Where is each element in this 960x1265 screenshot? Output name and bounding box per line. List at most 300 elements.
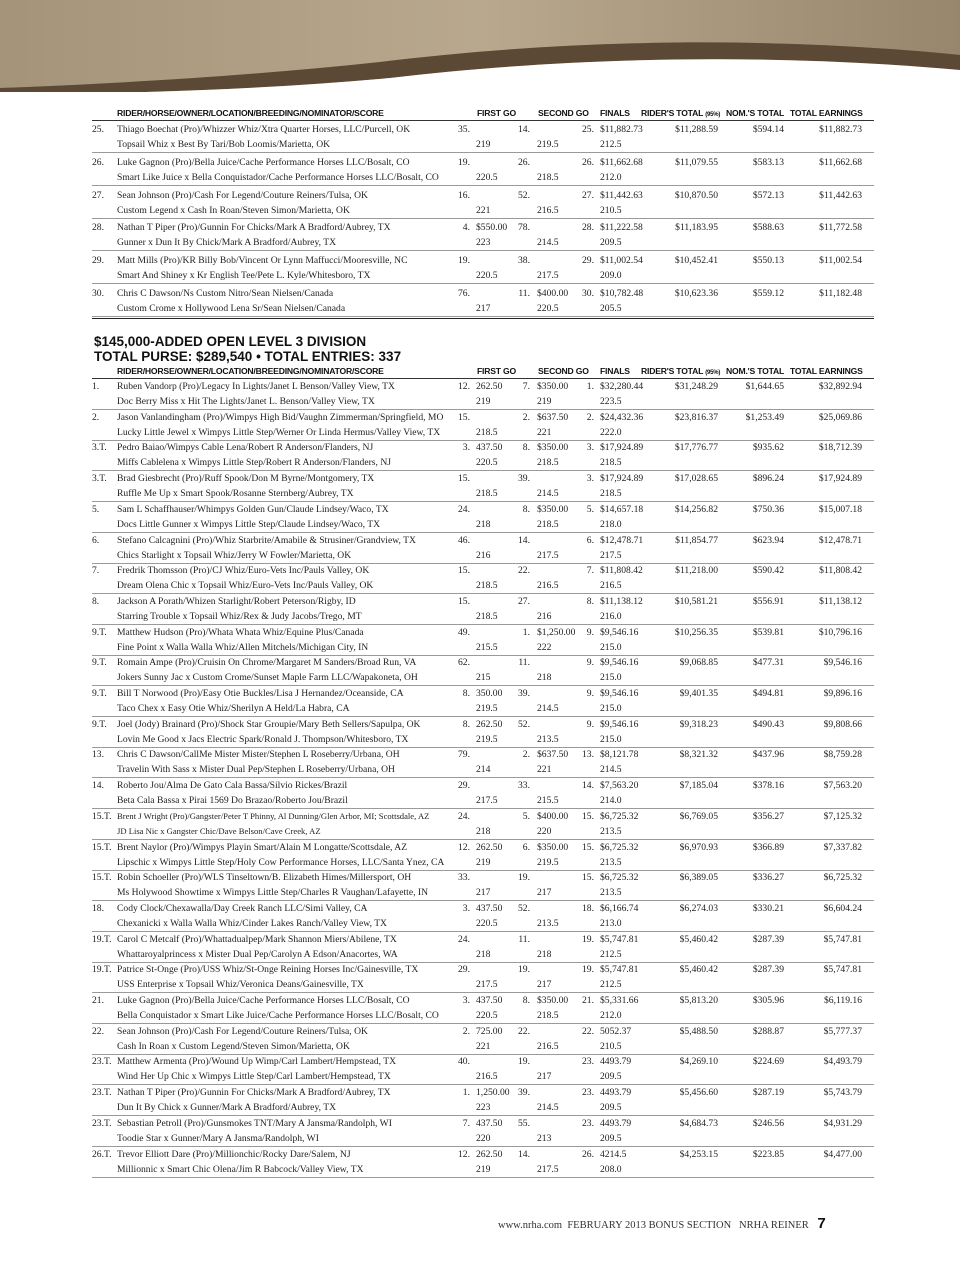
total: $11,442.63 bbox=[819, 189, 862, 201]
section-1-end-rule bbox=[92, 318, 874, 319]
fn-money: $14,657.18 bbox=[600, 503, 644, 515]
rider: $6,389.05 bbox=[679, 872, 718, 884]
rider: $6,274.03 bbox=[679, 902, 718, 914]
sg-place: 39. bbox=[518, 473, 530, 485]
sg-place: 11. bbox=[518, 288, 530, 299]
rider: $5,488.50 bbox=[679, 1025, 718, 1037]
nom: $336.27 bbox=[752, 872, 784, 884]
fg-score: 223 bbox=[476, 237, 491, 249]
col-total-earnings-header: TOTAL EARNINGS bbox=[790, 366, 863, 376]
fg-score: 215.5 bbox=[476, 641, 498, 653]
rider-horse-owner: Trevor Elliott Dare (Pro)/Millionchic/Rocky Dare/Salem, NJ bbox=[117, 1148, 351, 1160]
fg-score: 220.5 bbox=[476, 1010, 498, 1021]
rider-horse-owner: Nathan T Piper (Pro)/Gunnin For Chicks/Mark A Bradford/Aubrey, TX bbox=[117, 1087, 391, 1099]
place: 23.T. bbox=[92, 1087, 112, 1099]
col-riders-total-header bbox=[641, 108, 720, 118]
nom: $1,644.65 bbox=[745, 381, 784, 392]
sg-place: 33. bbox=[518, 780, 530, 792]
rider-horse-owner: Bill T Norwood (Pro)/Easy Otie Buckles/Lisa J Hernandez/Oceanside, CA bbox=[117, 688, 404, 699]
total: $15,007.18 bbox=[818, 503, 862, 515]
col-first-go-header: FIRST GO bbox=[477, 366, 516, 376]
fn-score: 217.5 bbox=[600, 549, 622, 561]
fg-place: 29. bbox=[458, 964, 470, 976]
footer-magazine: NRHA REINER bbox=[739, 1220, 809, 1231]
sg-money: $400.00 bbox=[537, 810, 569, 822]
fn-score: 213.5 bbox=[600, 825, 622, 837]
nom: $590.42 bbox=[752, 565, 784, 577]
rider: $10,452.41 bbox=[674, 255, 718, 267]
col-nom-total-header: NOM.'S TOTAL bbox=[726, 108, 785, 118]
breeding-nominator: Custom Legend x Cash In Roan/Steven Simon/Marietta, OK bbox=[117, 204, 350, 216]
fn-score: 214.0 bbox=[600, 795, 622, 807]
fg-score: 219.5 bbox=[476, 733, 498, 745]
fn-money: 4214.5 bbox=[600, 1148, 627, 1160]
result-row bbox=[92, 220, 874, 251]
purse-entries-title: TOTAL PURSE: $289,540 • TOTAL ENTRIES: 337 bbox=[94, 349, 402, 364]
result-row bbox=[92, 1024, 874, 1055]
result-row bbox=[92, 379, 874, 410]
col-finals-header: FINALS bbox=[600, 366, 630, 376]
fg-score: 218.5 bbox=[476, 580, 498, 592]
fn-score: 209.5 bbox=[600, 237, 622, 249]
fn-score: 210.5 bbox=[600, 204, 622, 216]
result-row bbox=[92, 533, 874, 564]
footer-issue: FEBRUARY 2013 BONUS SECTION bbox=[567, 1220, 732, 1231]
sg-place: 8. bbox=[522, 503, 530, 515]
fn-score: 218.5 bbox=[600, 488, 622, 500]
breeding-nominator: Bella Conquistador x Smart Like Juice/Cache Performance Horses LLC/Bosalt, CO bbox=[117, 1010, 439, 1021]
place: 3.T. bbox=[92, 442, 107, 454]
rider: $4,253.15 bbox=[679, 1148, 718, 1160]
fn-score: 210.5 bbox=[600, 1040, 622, 1052]
fn-place: 25. bbox=[582, 124, 594, 135]
fg-score: 218.5 bbox=[476, 610, 498, 622]
sg-place: 55. bbox=[518, 1117, 530, 1129]
rider: $17,028.65 bbox=[674, 473, 718, 485]
total: $11,808.42 bbox=[819, 565, 862, 577]
rider-horse-owner: Roberto Jou/Alma De Gato Cala Bassa/Silvio Rickes/Brazil bbox=[117, 780, 348, 792]
division-title: $145,000-ADDED OPEN LEVEL 3 DIVISION bbox=[94, 334, 367, 349]
place: 27. bbox=[92, 189, 104, 201]
result-row bbox=[92, 122, 874, 153]
breeding-nominator: Ruffle Me Up x Smart Spook/Rosanne Sternberg/Aubrey, TX bbox=[117, 488, 354, 500]
place: 9.T. bbox=[92, 657, 107, 669]
breeding-nominator: Dun It By Chick x Gunner/Mark A Bradford/Aubrey, TX bbox=[117, 1102, 337, 1114]
fg-place: 35. bbox=[458, 124, 470, 135]
breeding-nominator: Docs Little Gunner x Wimpys Little Step/Claude Lindsey/Waco, TX bbox=[117, 518, 381, 530]
col-finals-header: FINALS bbox=[600, 108, 630, 118]
breeding-nominator: Topsail Whiz x Best By Tari/Bob Loomis/Marietta, OK bbox=[117, 139, 331, 150]
col-first-go-header: FIRST GO bbox=[477, 108, 516, 118]
total: $11,662.68 bbox=[819, 156, 862, 168]
result-row bbox=[92, 594, 874, 625]
sg-place: 19. bbox=[518, 872, 530, 884]
nom: $223.85 bbox=[752, 1148, 784, 1160]
rider-horse-owner: Brad Giesbrecht (Pro)/Ruff Spook/Don M Byrne/Montgomery, TX bbox=[117, 473, 375, 485]
place: 29. bbox=[92, 255, 104, 267]
nom: $556.91 bbox=[752, 595, 784, 607]
sg-place: 52. bbox=[518, 718, 530, 730]
fg-money: 1,250.00 bbox=[476, 1087, 510, 1099]
rider-horse-owner: Patrice St-Onge (Pro)/USS Whiz/St-Onge Reining Horses Inc/Gainesville, TX bbox=[117, 964, 419, 976]
rider-horse-owner: Sean Johnson (Pro)/Cash For Legend/Couture Reiners/Tulsa, OK bbox=[117, 189, 368, 201]
fg-score: 217 bbox=[476, 887, 491, 899]
result-row bbox=[92, 932, 874, 963]
fn-score: 214.5 bbox=[600, 764, 622, 776]
row-separator bbox=[92, 283, 874, 284]
fn-money: $6,725.32 bbox=[600, 810, 639, 822]
fn-score: 222.0 bbox=[600, 426, 622, 438]
fn-money: $11,808.42 bbox=[600, 565, 643, 577]
fn-place: 9. bbox=[586, 718, 594, 730]
fg-place: 62. bbox=[458, 657, 470, 669]
rider-horse-owner: Robin Schoeller (Pro)/WLS Tinseltown/B. Elizabeth Himes/Millersport, OH bbox=[117, 872, 412, 884]
fn-money: $12,478.71 bbox=[600, 534, 644, 546]
fg-place: 1. bbox=[462, 1087, 470, 1099]
sg-score: 220 bbox=[537, 825, 552, 837]
fn-place: 18. bbox=[582, 902, 594, 914]
fn-place: 15. bbox=[582, 841, 594, 853]
rider-horse-owner: Chris C Dawson/Ns Custom Nitro/Sean Nielsen/Canada bbox=[117, 288, 334, 299]
rider-horse-owner: Stefano Calcagnini (Pro)/Whiz Starbrite/Amabile & Strusiner/Grandview, TX bbox=[117, 534, 416, 546]
fn-place: 22. bbox=[582, 1025, 594, 1037]
fn-place: 29. bbox=[582, 255, 594, 267]
breeding-nominator: Doc Berry Miss x Hit The Lights/Janet L. Benson/Valley View, TX bbox=[117, 396, 375, 407]
fg-score: 220.5 bbox=[476, 457, 498, 469]
fn-money: $24,432.36 bbox=[600, 411, 644, 423]
sg-score: 218 bbox=[537, 948, 552, 960]
rider: $4,684.73 bbox=[679, 1117, 718, 1129]
nom: $490.43 bbox=[752, 718, 784, 730]
place: 13. bbox=[92, 749, 104, 761]
fg-money: 262.50 bbox=[476, 381, 503, 392]
fg-score: 217.5 bbox=[476, 795, 498, 807]
rider-horse-owner: Matthew Armenta (Pro)/Wound Up Wimp/Carl Lambert/Hempstead, TX bbox=[117, 1056, 397, 1068]
result-row bbox=[92, 471, 874, 502]
rider-horse-owner: Carol C Metcalf (Pro)/Whattadualpep/Mark Shannon Miers/Abilene, TX bbox=[117, 933, 397, 945]
fn-score: 205.5 bbox=[600, 303, 622, 314]
sg-money: $350.00 bbox=[537, 381, 569, 392]
fg-score: 219.5 bbox=[476, 703, 498, 714]
fg-score: 220.5 bbox=[476, 270, 498, 282]
rider-horse-owner: Ruben Vandorp (Pro)/Legacy In Lights/Janet L Benson/Valley View, TX bbox=[117, 381, 395, 392]
breeding-nominator: Smart And Shiney x Kr English Tee/Pete L. Kyle/Whitesboro, TX bbox=[117, 270, 371, 282]
fn-place: 9. bbox=[586, 626, 594, 638]
breeding-nominator: Fine Point x Walla Walla Whiz/Allen Mitchels/Michigan City, IN bbox=[117, 641, 369, 653]
fg-place: 15. bbox=[458, 411, 470, 423]
nom: $550.13 bbox=[752, 255, 784, 267]
sg-place: 11. bbox=[518, 933, 530, 945]
fn-money: 5052.37 bbox=[600, 1025, 632, 1037]
fg-place: 24. bbox=[458, 810, 470, 822]
breeding-nominator: Travelin With Sass x Mister Dual Pep/Stephen L Roseberry/Urbana, OH bbox=[117, 764, 395, 776]
nom: $305.96 bbox=[752, 995, 784, 1006]
fg-place: 8. bbox=[462, 718, 470, 730]
fn-money: $11,138.12 bbox=[600, 595, 643, 607]
col-nom-total-header: NOM.'S TOTAL bbox=[726, 366, 785, 376]
place: 9.T. bbox=[92, 626, 107, 638]
result-row bbox=[92, 563, 874, 594]
rider: $6,769.05 bbox=[679, 810, 718, 822]
fn-place: 28. bbox=[582, 222, 594, 234]
sg-place: 19. bbox=[518, 1056, 530, 1068]
fg-score: 219 bbox=[476, 139, 491, 150]
place: 9.T. bbox=[92, 688, 107, 699]
riders-total-pct: (95%) bbox=[705, 370, 721, 376]
fn-place: 19. bbox=[582, 933, 594, 945]
rider: $10,623.36 bbox=[674, 288, 718, 299]
fn-money: $5,747.81 bbox=[600, 933, 639, 945]
fn-place: 5. bbox=[586, 503, 594, 515]
fn-money: $32,280.44 bbox=[600, 381, 644, 392]
place: 2. bbox=[92, 411, 100, 423]
sg-score: 219.5 bbox=[537, 139, 559, 150]
fn-score: 213.0 bbox=[600, 917, 622, 929]
total: $9,808.66 bbox=[823, 718, 862, 730]
place: 14. bbox=[92, 780, 104, 792]
sg-score: 213.5 bbox=[537, 917, 559, 929]
place: 30. bbox=[92, 288, 104, 299]
sg-score: 219.5 bbox=[537, 856, 559, 868]
sg-score: 217.5 bbox=[537, 549, 559, 561]
sg-place: 22. bbox=[518, 565, 530, 577]
col-total-earnings-header: TOTAL EARNINGS bbox=[790, 108, 863, 118]
fn-money: $11,882.73 bbox=[600, 124, 643, 135]
rider: $5,813.20 bbox=[679, 995, 718, 1006]
rider-horse-owner: Sean Johnson (Pro)/Cash For Legend/Couture Reiners/Tulsa, OK bbox=[117, 1025, 368, 1037]
sg-money: $637.50 bbox=[537, 749, 569, 761]
rider: $23,816.37 bbox=[674, 411, 718, 423]
breeding-nominator: Chexanicki x Walla Walla Whiz/Cinder Lakes Ranch/Valley View, TX bbox=[117, 917, 387, 929]
total: $4,493.79 bbox=[823, 1056, 862, 1068]
nom: $583.13 bbox=[752, 156, 784, 168]
place: 25. bbox=[92, 124, 104, 135]
nom: $1,253.49 bbox=[745, 411, 784, 423]
total: $9,546.16 bbox=[823, 657, 862, 669]
sg-score: 218.5 bbox=[537, 518, 559, 530]
rider: $9,318.23 bbox=[679, 718, 718, 730]
result-row bbox=[92, 625, 874, 656]
sg-place: 52. bbox=[518, 189, 530, 201]
page-number: 7 bbox=[817, 1215, 826, 1232]
nom: $896.24 bbox=[752, 473, 784, 485]
fn-place: 23. bbox=[582, 1117, 594, 1129]
total: $6,119.16 bbox=[823, 995, 862, 1006]
place: 19.T. bbox=[92, 964, 112, 976]
breeding-nominator: Lucky Little Jewel x Wimpys Little Step/Werner Or Linda Hermus/Valley View, TX bbox=[117, 426, 441, 438]
rider: $11,183.95 bbox=[675, 222, 718, 234]
sg-score: 218.5 bbox=[537, 457, 559, 469]
fn-money: $17,924.89 bbox=[600, 473, 644, 485]
breeding-nominator: Starring Trouble x Topsail Whiz/Rex & Judy Jacobs/Trego, MT bbox=[117, 610, 362, 622]
sg-score: 216 bbox=[537, 610, 552, 622]
fn-score: 218.5 bbox=[600, 457, 622, 469]
riders-total-pct: (95%) bbox=[705, 112, 721, 118]
place: 28. bbox=[92, 222, 104, 234]
fg-place: 24. bbox=[458, 933, 470, 945]
fn-score: 212.5 bbox=[600, 139, 622, 150]
fn-score: 216.0 bbox=[600, 610, 622, 622]
riders-total-label: RIDER'S TOTAL bbox=[641, 108, 703, 118]
total: $6,604.24 bbox=[823, 902, 862, 914]
fn-place: 30. bbox=[582, 288, 594, 299]
row-separator bbox=[92, 250, 874, 251]
place: 19.T. bbox=[92, 933, 112, 945]
rider: $9,068.85 bbox=[679, 657, 718, 669]
breeding-nominator: Taco Chex x Easy Otie Whiz/Sherilyn A Held/La Habra, CA bbox=[117, 703, 350, 714]
fg-money: 437.50 bbox=[476, 902, 503, 914]
col-name-header: RIDER/HORSE/OWNER/LOCATION/BREEDING/NOMINATOR/SCORE bbox=[117, 366, 384, 376]
nom: $287.39 bbox=[752, 964, 784, 976]
rider: $31,248.29 bbox=[674, 381, 718, 392]
fg-place: 19. bbox=[458, 255, 470, 267]
sg-score: 217.5 bbox=[537, 1163, 559, 1175]
rider: $4,269.10 bbox=[679, 1056, 718, 1068]
fg-place: 3. bbox=[462, 442, 470, 454]
nom: $437.96 bbox=[752, 749, 784, 761]
result-row bbox=[92, 155, 874, 186]
breeding-nominator: Miffs Cablelena x Wimpys Little Step/Robert R Anderson/Flanders, NJ bbox=[117, 457, 391, 469]
breeding-nominator: Jokers Sunny Jac x Custom Crome/Sunset Maple Farm LLC/Wapakoneta, OH bbox=[117, 672, 418, 684]
sg-score: 218 bbox=[537, 672, 552, 684]
result-row bbox=[92, 870, 874, 901]
fn-place: 26. bbox=[582, 1148, 594, 1160]
total: $32,892.94 bbox=[818, 381, 862, 392]
fn-place: 26. bbox=[582, 156, 594, 168]
rider-horse-owner: Nathan T Piper (Pro)/Gunnin For Chicks/Mark A Bradford/Aubrey, TX bbox=[117, 222, 391, 234]
total: $11,772.58 bbox=[819, 222, 862, 234]
fg-score: 217.5 bbox=[476, 979, 498, 991]
rider: $5,456.60 bbox=[679, 1087, 718, 1099]
breeding-nominator: Cash In Roan x Custom Legend/Steven Simon/Marietta, OK bbox=[117, 1040, 350, 1052]
fn-place: 6. bbox=[586, 534, 594, 546]
fg-place: 19. bbox=[458, 156, 470, 168]
sg-place: 52. bbox=[518, 902, 530, 914]
fn-money: $9,546.16 bbox=[600, 718, 639, 730]
fn-place: 21. bbox=[582, 995, 594, 1006]
place: 8. bbox=[92, 595, 100, 607]
fn-score: 215.0 bbox=[600, 672, 622, 684]
place: 15.T. bbox=[92, 841, 112, 853]
nom: $623.94 bbox=[752, 534, 784, 546]
sg-place: 7. bbox=[522, 381, 530, 392]
total: $5,747.81 bbox=[823, 933, 862, 945]
fg-place: 24. bbox=[458, 503, 470, 515]
total: $7,337.82 bbox=[823, 841, 862, 853]
result-row bbox=[92, 717, 874, 748]
total: $12,478.71 bbox=[818, 534, 862, 546]
fg-score: 218.5 bbox=[476, 426, 498, 438]
sg-score: 221 bbox=[537, 764, 552, 776]
sg-score: 219 bbox=[537, 396, 552, 407]
fn-money: $9,546.16 bbox=[600, 626, 639, 638]
fn-money: 4493.79 bbox=[600, 1117, 632, 1129]
breeding-nominator: Smart Like Juice x Bella Conquistador/Cache Performance Horses LLC/Bosalt, CO bbox=[117, 171, 439, 183]
fg-place: 3. bbox=[462, 902, 470, 914]
result-row bbox=[92, 655, 874, 686]
fn-place: 23. bbox=[582, 1056, 594, 1068]
sg-score: 222 bbox=[537, 641, 552, 653]
sg-place: 22. bbox=[518, 1025, 530, 1037]
rider-horse-owner: Jackson A Porath/Whizen Starlight/Robert Peterson/Rigby, ID bbox=[117, 595, 356, 607]
fn-money: $5,747.81 bbox=[600, 964, 639, 976]
breeding-nominator: Gunner x Dun It By Chick/Mark A Bradford/Aubrey, TX bbox=[117, 237, 337, 249]
fg-score: 218.5 bbox=[476, 488, 498, 500]
sg-money: $350.00 bbox=[537, 841, 569, 853]
nom: $378.16 bbox=[752, 780, 784, 792]
nom: $572.13 bbox=[752, 189, 784, 201]
sg-score: 213 bbox=[537, 1132, 552, 1144]
breeding-nominator: Millionnic x Smart Chic Olena/Jim R Babcock/Valley View, TX bbox=[117, 1163, 364, 1175]
rider-horse-owner: Jason Vanlandingham (Pro)/Wimpys High Bid/Vaughn Zimmerman/Springfield, MO bbox=[117, 411, 444, 423]
breeding-nominator: Wind Her Up Chic x Wimpys Little Step/Carl Lambert/Hempstead, TX bbox=[117, 1071, 391, 1083]
sg-place: 2. bbox=[522, 749, 530, 761]
fn-money: $9,546.16 bbox=[600, 688, 639, 699]
rider: $10,256.35 bbox=[674, 626, 718, 638]
page-footer bbox=[498, 1215, 826, 1232]
sg-score: 216.5 bbox=[537, 204, 559, 216]
breeding-nominator: Ms Holywood Showtime x Wimpys Little Step/Charles R Vaughan/Lafayette, IN bbox=[117, 887, 429, 899]
nom: $224.69 bbox=[752, 1056, 784, 1068]
total: $4,931.29 bbox=[823, 1117, 862, 1129]
sg-score: 220.5 bbox=[537, 303, 559, 314]
fn-money: 4493.79 bbox=[600, 1056, 632, 1068]
fn-score: 212.0 bbox=[600, 1010, 622, 1021]
header-rule-1 bbox=[92, 120, 874, 121]
fg-score: 218 bbox=[476, 825, 491, 837]
banner-graphic bbox=[0, 0, 960, 92]
fg-score: 218 bbox=[476, 518, 491, 530]
total: $11,138.12 bbox=[819, 595, 862, 607]
nom: $477.31 bbox=[752, 657, 784, 669]
rider: $11,854.77 bbox=[675, 534, 718, 546]
fg-place: 33. bbox=[458, 872, 470, 884]
total: $9,896.16 bbox=[823, 688, 862, 699]
rider-horse-owner: Fredrik Thomsson (Pro)/CJ Whiz/Euro-Vets Inc/Pauls Valley, OK bbox=[117, 565, 370, 577]
nom: $750.36 bbox=[752, 503, 784, 515]
total: $7,125.32 bbox=[823, 810, 862, 822]
place: 26.T. bbox=[92, 1148, 112, 1160]
rider: $5,460.42 bbox=[679, 964, 718, 976]
fn-score: 212.5 bbox=[600, 948, 622, 960]
fn-money: $17,924.89 bbox=[600, 442, 644, 454]
sg-score: 216.5 bbox=[537, 1040, 559, 1052]
fg-score: 220.5 bbox=[476, 171, 498, 183]
fg-money: 437.50 bbox=[476, 995, 503, 1006]
fn-score: 212.0 bbox=[600, 171, 622, 183]
nom: $588.63 bbox=[752, 222, 784, 234]
place: 6. bbox=[92, 534, 100, 546]
fg-score: 218 bbox=[476, 948, 491, 960]
fn-place: 7. bbox=[586, 565, 594, 577]
fn-place: 15. bbox=[582, 872, 594, 884]
rider: $17,776.77 bbox=[674, 442, 718, 454]
total: $10,796.16 bbox=[818, 626, 862, 638]
rider: $14,256.82 bbox=[674, 503, 718, 515]
rider-horse-owner: Sam L Schaffhauser/Whimpys Golden Gun/Claude Lindsey/Waco, TX bbox=[117, 503, 389, 515]
fg-money: 262.50 bbox=[476, 718, 503, 730]
fn-score: 216.5 bbox=[600, 580, 622, 592]
fg-score: 220 bbox=[476, 1132, 491, 1144]
fg-place: 49. bbox=[458, 626, 470, 638]
rider-horse-owner: Luke Gagnon (Pro)/Bella Juice/Cache Performance Horses LLC/Bosalt, CO bbox=[117, 156, 410, 168]
fn-score: 209.5 bbox=[600, 1102, 622, 1114]
breeding-nominator: Toodie Star x Gunner/Mary A Jansma/Randolph, WI bbox=[117, 1132, 319, 1144]
place: 15.T. bbox=[92, 810, 112, 822]
result-row bbox=[92, 962, 874, 993]
place: 3.T. bbox=[92, 473, 107, 485]
fn-score: 212.5 bbox=[600, 979, 622, 991]
